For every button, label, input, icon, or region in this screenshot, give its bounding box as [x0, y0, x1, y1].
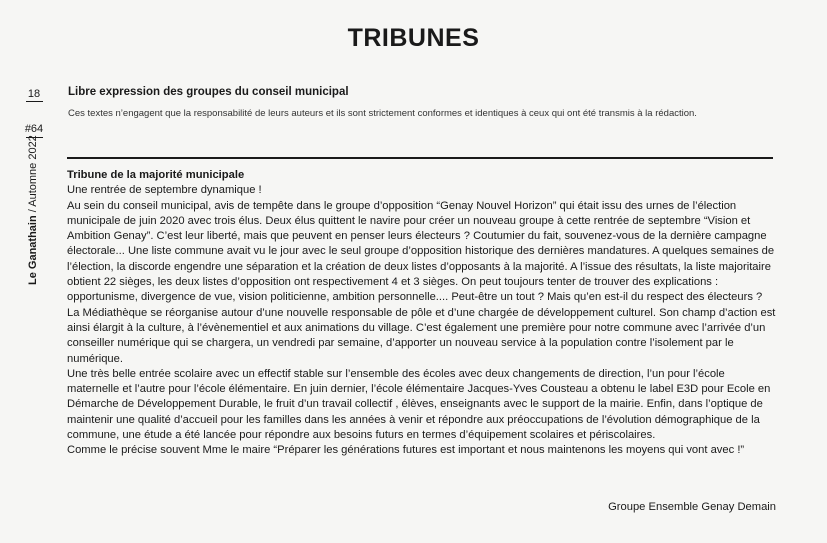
page-number: 18 [27, 88, 41, 100]
article-paragraph: Une très belle entrée scolaire avec un effectif stable sur l’ensemble des écoles avec deux changements de direction, l’un pour l’école maternelle et l’autre pour l’école élémentaire. En juin dernier, l’école élémentaire Jacques-Yves Cousteau a obtenu le label E3D pour Ecole en Démarche de Développement Durable, le fruit d’un travail collectif , élèves, enseignants avec le support de la mairie. Enfin, dans l’optique de maintenir une qualité d’accueil pour les familles dans les années à venir et répondre aux préoccupations de l’évolution démographique de la commune, une étude a été lancée pour répondre aux besoins futurs en termes d’équipement scolaires et périscolaires. [67, 367, 771, 442]
section-heading: Libre expression des groupes du conseil municipal [68, 86, 349, 98]
season: Automne 2022 [27, 135, 39, 207]
page-title: TRIBUNES [347, 24, 480, 52]
magazine-name: Le Ganathain [27, 215, 39, 285]
signature: Groupe Ensemble Genay Demain [608, 501, 776, 513]
article-paragraph: Une rentrée de septembre dynamique ! [67, 184, 262, 197]
divider [67, 157, 773, 159]
magazine-credit [27, 135, 39, 285]
tribune-article [67, 168, 780, 459]
credit-separator: / [27, 206, 39, 216]
divider [26, 101, 43, 102]
issue-number: #64 [24, 123, 44, 135]
article-paragraph: Comme le précise souvent Mme le maire “Préparer les générations futures est important et nous maintenons les moyens qui vont avec !” [67, 444, 745, 457]
tribune-title: Tribune de la majorité municipale [67, 169, 245, 181]
article-paragraph: La Médiathèque se réorganise autour d’une nouvelle responsable de pôle et d’une chargée de développement culturel. Son champ d’action est ainsi élargit à la culture, à l’évènementiel et aux animations du village. C’est également une première pour notre commune avec l’arrivée d’un conseiller numérique qui se chargera, un vendredi par semaine, d’apporter un nouveau service à la population contre l’isolement par le numérique. [67, 306, 776, 365]
article-paragraph: Au sein du conseil municipal, avis de tempête dans le groupe d’opposition “Genay Nouvel Horizon” qui était issu des urnes de l’élection municipale de juin 2020 avec trois élus. Deux élus quittent le navire pour créer un nouveau groupe à cette rentrée de septembre “Vision et Ambition Genay”. C’est leur liberté, mais que peuvent en penser leurs électeurs ? Coutumier du fait, souvenez-vous de la dernière campagne électorale... Une liste commune avait vu le jour avec le seul groupe d’opposition historique des dernières mandatures. A quelques semaines de l’élection, la discorde engendre une séparation et la création de deux listes d’opposants à la majorité. A l’issue des résultats, la liste majoritaire obtient 22 sièges, les deux listes d’opposition ont respectivement 4 et 3 sièges. On peut toujours tenter de trouver des explications : opportunisme, divergence de vue, vision politicienne, ambition personnelle.... Peut-être un tout ? Mais qu’en est-il du respect des électeurs ? [67, 199, 775, 304]
disclaimer-text: Ces textes n’engagent que la responsabilité de leurs auteurs et ils sont strictement conformes et identiques à ceux qui ont été transmis à la rédaction. [68, 108, 697, 119]
